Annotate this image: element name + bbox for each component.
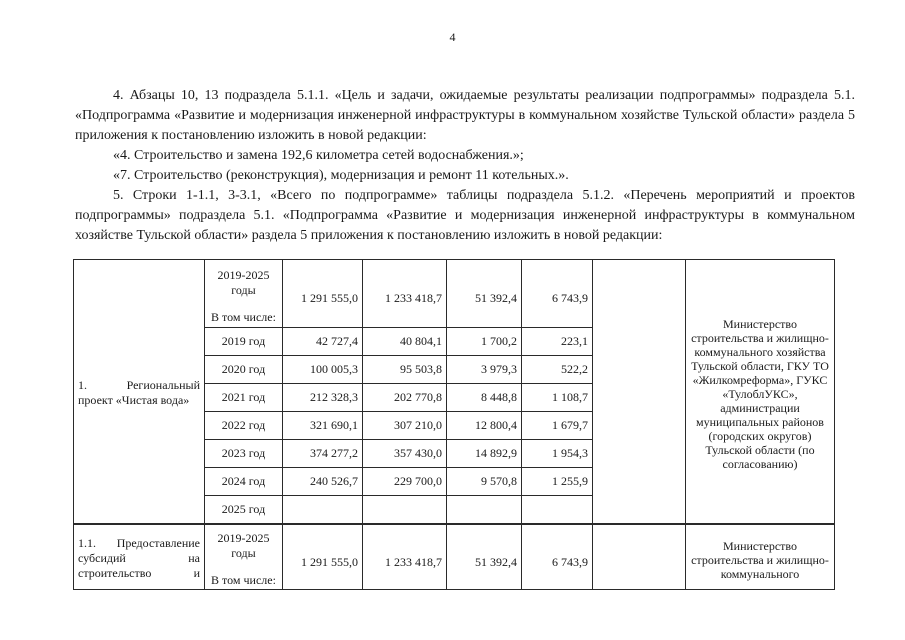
- total-cell: 1 291 555,0: [283, 260, 363, 328]
- table-row: [74, 260, 835, 328]
- local-cell: 223,1: [522, 328, 593, 356]
- regional-cell: 51 392,4: [447, 260, 522, 328]
- total-cell: 42 727,4: [283, 328, 363, 356]
- total-cell: 212 328,3: [283, 384, 363, 412]
- paragraph-5: 5. Строки 1-1.1, 3-3.1, «Всего по подпрограмме» таблицы подраздела 5.1.2. «Перечень мероприятий и проектов подпрограммы» подраздела 5.1. «Подпрограмма «Развитие и модернизация инженерной инфраструктуры в коммунальном хозяйстве Тульской области» раздела 5 приложения к постановлению изложить в новой редакции:: [75, 188, 855, 243]
- year-cell: 2024 год: [205, 468, 283, 496]
- extra-cell: [593, 524, 686, 590]
- local-cell: 1 108,7: [522, 384, 593, 412]
- year-cell: 2021 год: [205, 384, 283, 412]
- federal-cell: 357 430,0: [363, 440, 447, 468]
- local-cell: 6 743,9: [522, 260, 593, 328]
- regional-cell: 1 700,2: [447, 328, 522, 356]
- total-cell: 240 526,7: [283, 468, 363, 496]
- period-text: 2019-2025 годы: [217, 531, 270, 561]
- total-cell: 100 005,3: [283, 356, 363, 384]
- row-name-line: 1. Региональный: [78, 378, 200, 393]
- regional-cell: 14 892,9: [447, 440, 522, 468]
- regional-cell: 3 979,3: [447, 356, 522, 384]
- row-name-line: строительство и: [78, 566, 200, 581]
- federal-cell: 95 503,8: [363, 356, 447, 384]
- row-name-line: субсидий на: [78, 551, 200, 566]
- federal-cell: [363, 496, 447, 524]
- period-cell: [205, 524, 283, 590]
- year-cell: 2019 год: [205, 328, 283, 356]
- row-name-cell: [74, 260, 205, 524]
- federal-cell: 40 804,1: [363, 328, 447, 356]
- regional-cell: 51 392,4: [447, 524, 522, 590]
- federal-cell: 229 700,0: [363, 468, 447, 496]
- federal-cell: 1 233 418,7: [363, 524, 447, 590]
- year-cell: 2025 год: [205, 496, 283, 524]
- regional-cell: 9 570,8: [447, 468, 522, 496]
- total-cell: 1 291 555,0: [283, 524, 363, 590]
- including-label: В том числе:: [211, 573, 276, 588]
- federal-cell: 202 770,8: [363, 384, 447, 412]
- responsible-cell: Министерство строительства и жилищно-коммунального хозяйства Тульской области, ГКУ ТО «Жилкомреформа», ГУКС «ТулоблУКС», администрации муниципальных районов (городских округов) Тульской области (по согласованию): [686, 260, 835, 524]
- regional-cell: 12 800,4: [447, 412, 522, 440]
- row-name-cell: [74, 524, 205, 590]
- year-cell: 2023 год: [205, 440, 283, 468]
- regional-cell: 8 448,8: [447, 384, 522, 412]
- including-label: В том числе:: [211, 310, 276, 324]
- row-name-line: 1.1. Предоставление: [78, 536, 200, 551]
- total-cell: [283, 496, 363, 524]
- local-cell: 6 743,9: [522, 524, 593, 590]
- quote-item-4: «4. Строительство и замена 192,6 километра сетей водоснабжения.»;: [113, 148, 524, 163]
- period-text: 2019-2025 годы: [217, 268, 270, 297]
- total-cell: 321 690,1: [283, 412, 363, 440]
- body-text: [75, 86, 855, 246]
- local-cell: 1 679,7: [522, 412, 593, 440]
- paragraph-4: 4. Абзацы 10, 13 подраздела 5.1.1. «Цель и задачи, ожидаемые результаты реализации подпрограммы» подраздела 5.1. «Подпрограмма «Развитие и модернизация инженерной инфраструктуры в коммунальном хозяйстве Тульской области» раздела 5 приложения к постановлению изложить в новой редакции:: [75, 88, 855, 143]
- federal-cell: 1 233 418,7: [363, 260, 447, 328]
- page-number: 4: [449, 30, 456, 44]
- total-cell: 374 277,2: [283, 440, 363, 468]
- extra-cell: [593, 260, 686, 524]
- year-cell: 2020 год: [205, 356, 283, 384]
- local-cell: 522,2: [522, 356, 593, 384]
- responsible-cell: Министерство строительства и жилищно-коммунального: [686, 524, 835, 590]
- local-cell: [522, 496, 593, 524]
- period-cell: [205, 260, 283, 328]
- local-cell: 1 954,3: [522, 440, 593, 468]
- row-name-line: проект «Чистая вода»: [78, 393, 190, 408]
- quote-item-7: «7. Строительство (реконструкция), модернизация и ремонт 11 котельных.».: [113, 168, 569, 183]
- measures-table: [73, 259, 835, 590]
- federal-cell: 307 210,0: [363, 412, 447, 440]
- regional-cell: [447, 496, 522, 524]
- table-row: [74, 524, 835, 590]
- year-cell: 2022 год: [205, 412, 283, 440]
- local-cell: 1 255,9: [522, 468, 593, 496]
